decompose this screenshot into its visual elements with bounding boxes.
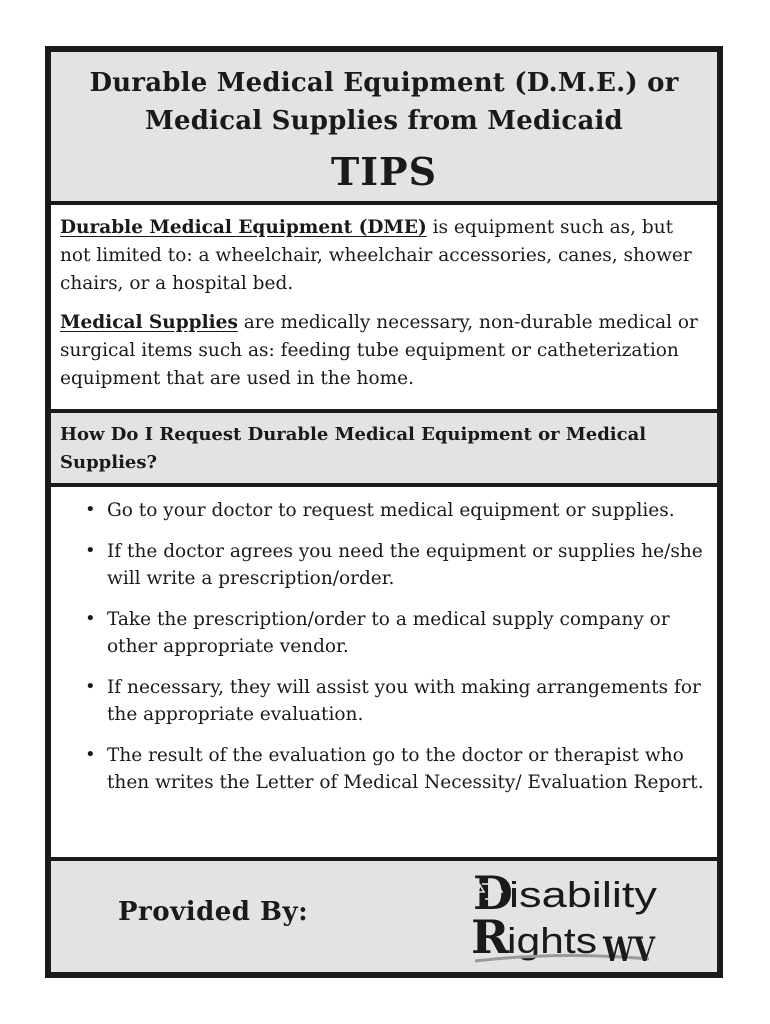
bullet-icon: • xyxy=(85,499,96,520)
disability-rights-wv-logo xyxy=(469,865,665,969)
header-panel xyxy=(51,52,717,201)
footer-panel xyxy=(51,861,717,972)
step-text: If the doctor agrees you need the equipment or supplies he/she will write a prescription/order. xyxy=(107,540,703,589)
step-item xyxy=(77,497,707,525)
question-panel xyxy=(51,413,717,483)
dme-definition xyxy=(60,214,709,298)
title-line-2: Medical Supplies from Medicaid xyxy=(145,106,623,136)
provided-by-label: Provided By: xyxy=(118,897,309,927)
bullet-icon: • xyxy=(85,743,96,765)
logo-initial-d: D xyxy=(473,866,513,920)
supplies-text: are medically necessary, non-durable medical or surgical items such as: feeding tube equipment or catheterization equipment that are used in the home. xyxy=(60,312,698,389)
title-line-1: Durable Medical Equipment (D.M.E.) or xyxy=(89,68,679,98)
bullet-icon: • xyxy=(85,607,96,629)
supplies-definition xyxy=(60,309,709,393)
step-text: If necessary, they will assist you with making arrangements for the appropriate evaluation. xyxy=(107,676,701,725)
step-item xyxy=(77,742,707,797)
dme-term: Durable Medical Equipment (DME) xyxy=(60,217,427,238)
supplies-term: Medical Supplies xyxy=(60,312,238,333)
logo-initial-r: R xyxy=(471,910,510,964)
bullet-icon: • xyxy=(85,675,96,697)
logo-word-disability: isability xyxy=(509,874,657,915)
step-text: Take the prescription/order to a medical supply company or other appropriate vendor. xyxy=(107,608,670,657)
step-item xyxy=(77,538,707,593)
dme-text: is equipment such as, but not limited to: a wheelchair, wheelchair accessories, canes, shower chairs, or a hospital bed. xyxy=(60,217,692,294)
step-item xyxy=(77,606,707,661)
steps-panel xyxy=(51,487,717,857)
definitions-panel xyxy=(51,205,717,409)
steps-list xyxy=(77,497,707,797)
step-item xyxy=(77,674,707,729)
sheet-title xyxy=(51,64,717,140)
logo-state-wv: WV xyxy=(602,930,656,969)
bullet-icon: • xyxy=(85,539,96,561)
logo-word-rights: ights xyxy=(507,920,597,961)
tip-sheet-frame xyxy=(45,46,723,978)
question-heading: How Do I Request Durable Medical Equipment or Medical Supplies? xyxy=(60,424,647,473)
tips-heading: TIPS xyxy=(330,149,438,194)
step-text: Go to your doctor to request medical equipment or supplies. xyxy=(107,500,675,521)
step-text: The result of the evaluation go to the doctor or therapist who then writes the Letter of Medical Necessity/ Evaluation Report. xyxy=(107,744,704,793)
